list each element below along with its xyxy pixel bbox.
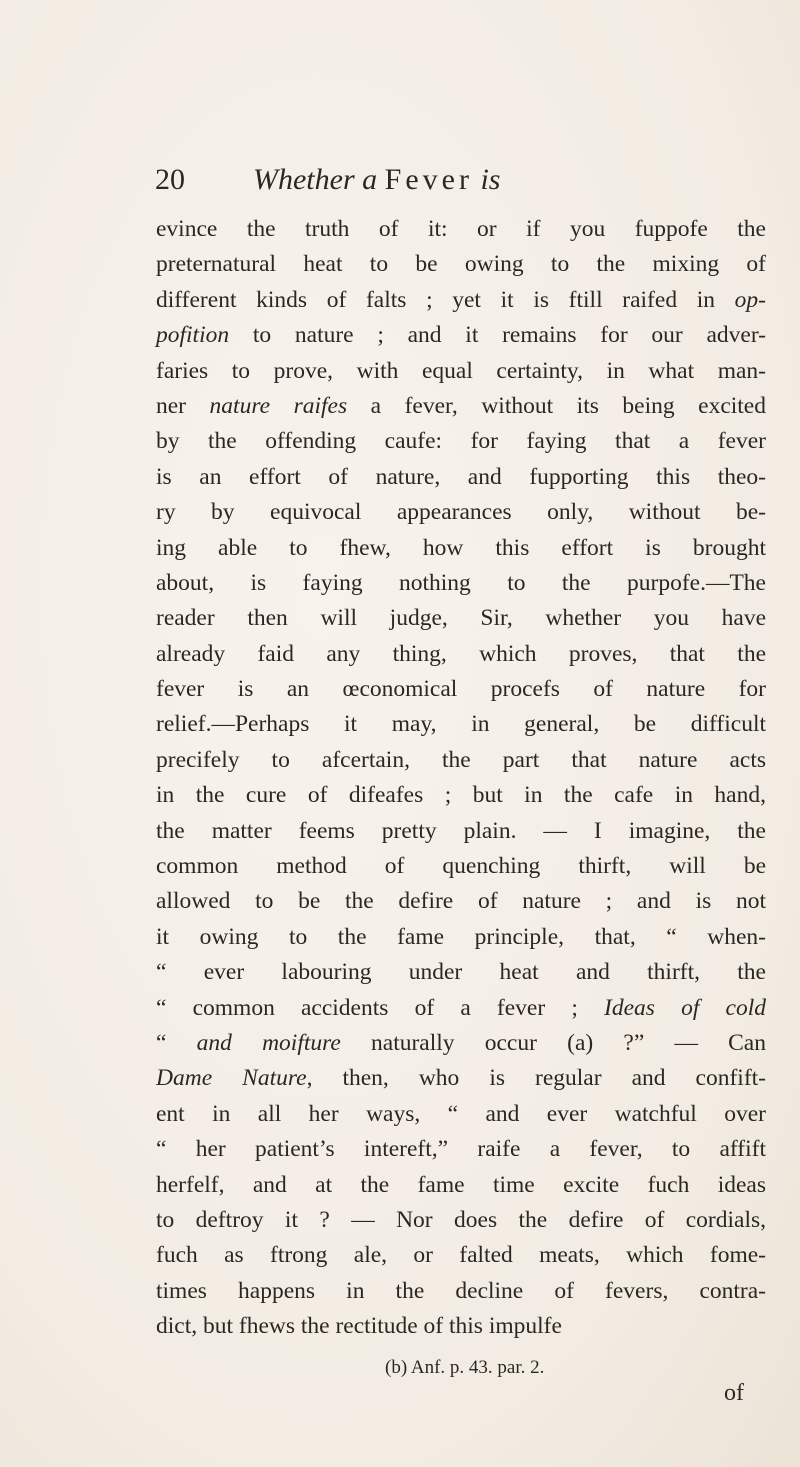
text-roman: relief.—Perhaps it may, in general, be difficult	[156, 711, 766, 738]
text-line	[156, 318, 766, 353]
text-line	[156, 212, 766, 247]
text-line	[156, 637, 766, 672]
text-roman: , then, who is regular and confift-	[306, 1065, 767, 1092]
text-line	[156, 531, 766, 566]
text-italic: op-	[734, 286, 766, 313]
text-line	[156, 743, 766, 778]
text-roman: common method of quenching thirft, will be	[156, 853, 766, 880]
text-italic: nature raifes	[209, 392, 348, 419]
text-roman: different kinds of falts ; yet it is ftill raifed in	[156, 286, 735, 313]
catchword: of	[724, 1380, 744, 1406]
text-line	[156, 920, 766, 955]
text-roman: a fever, without its being excited	[347, 392, 766, 419]
page-number: 20	[155, 163, 185, 196]
text-roman: it owing to the fame principle, that, “ when-	[156, 923, 766, 950]
text-roman: ing able to fhew, how this effort is brought	[156, 534, 766, 561]
text-roman: preternatural heat to be owing to the mixing of	[156, 251, 766, 278]
text-line	[156, 778, 766, 813]
text-line	[156, 495, 766, 530]
text-line	[156, 672, 766, 707]
text-line	[156, 1238, 766, 1273]
text-line	[156, 283, 766, 318]
text-line	[156, 460, 766, 495]
text-roman: allowed to be the defire of nature ; and is not	[156, 888, 766, 915]
running-title-end: is	[480, 163, 501, 196]
text-roman: the matter feems pretty plain. — I imagine, the	[156, 817, 766, 844]
text-roman: dict, but fhews the rectitude of this impulfe	[156, 1313, 562, 1340]
running-title	[253, 160, 500, 200]
text-line	[156, 991, 766, 1026]
text-roman: to nature ; and it remains for our adver-	[229, 322, 766, 349]
body-text	[156, 212, 766, 1345]
text-roman: “ her patient’s intereft,” raife a fever, to affift	[156, 1136, 766, 1163]
text-roman: fever is an œconomical procefs of nature for	[156, 676, 766, 703]
text-roman: already faid any thing, which proves, that the	[156, 640, 766, 667]
text-roman: “ common accidents of a fever ;	[156, 994, 605, 1021]
text-line	[156, 814, 766, 849]
text-italic: Ideas of cold	[604, 994, 766, 1021]
text-line	[156, 1274, 766, 1309]
text-roman: to deftroy it ? — Nor does the defire of cordials,	[156, 1206, 766, 1233]
text-line	[156, 566, 766, 601]
footnote: (b) Anf. p. 43. par. 2.	[385, 1357, 545, 1378]
text-line	[156, 1097, 766, 1132]
running-head	[155, 160, 675, 200]
text-line	[156, 1026, 766, 1061]
text-line	[156, 1309, 766, 1344]
text-roman: faries to prove, with equal certainty, in what man-	[156, 357, 766, 384]
text-roman: times happens in the decline of fevers, contra-	[156, 1277, 766, 1304]
text-line	[156, 354, 766, 389]
text-roman: “ ever labouring under heat and thirft, the	[156, 959, 766, 986]
text-line	[156, 1132, 766, 1167]
text-line	[156, 849, 766, 884]
text-roman: by the offending caufe: for faying that a fever	[156, 428, 766, 455]
text-line	[156, 247, 766, 282]
text-roman: fuch as ftrong ale, or falted meats, which fome-	[156, 1242, 766, 1269]
text-line	[156, 389, 766, 424]
text-roman: herfelf, and at the fame time excite fuch ideas	[156, 1171, 766, 1198]
text-roman: evince the truth of it: or if you fuppofe the	[156, 216, 766, 242]
text-roman: reader then will judge, Sir, whether you have	[156, 605, 766, 632]
text-italic: pofition	[156, 322, 230, 349]
text-line	[156, 424, 766, 459]
text-roman: “	[156, 1029, 197, 1056]
text-roman: naturally occur (a) ?” — Can	[340, 1029, 766, 1056]
text-roman: ent in all her ways, “ and ever watchful over	[156, 1100, 766, 1127]
text-line	[156, 1061, 766, 1096]
text-line	[156, 1203, 766, 1238]
text-italic: Dame Nature	[156, 1065, 307, 1092]
text-line	[156, 955, 766, 990]
text-line	[156, 884, 766, 919]
text-line	[156, 707, 766, 742]
text-line	[156, 601, 766, 636]
text-roman: ner	[156, 392, 210, 419]
text-italic: and moifture	[196, 1029, 341, 1056]
text-roman: in the cure of difeafes ; but in the cafe in hand,	[156, 782, 766, 809]
running-title-caps: Fever	[384, 163, 473, 196]
text-roman: ry by equivocal appearances only, without be-	[156, 499, 766, 526]
text-roman: is an effort of nature, and fupporting this theo-	[156, 463, 766, 490]
text-line	[156, 1168, 766, 1203]
text-roman: about, is faying nothing to the purpofe.—The	[156, 569, 766, 596]
running-title-italic: Whether a	[253, 163, 378, 196]
text-roman: precifely to afcertain, the part that nature acts	[156, 746, 766, 773]
